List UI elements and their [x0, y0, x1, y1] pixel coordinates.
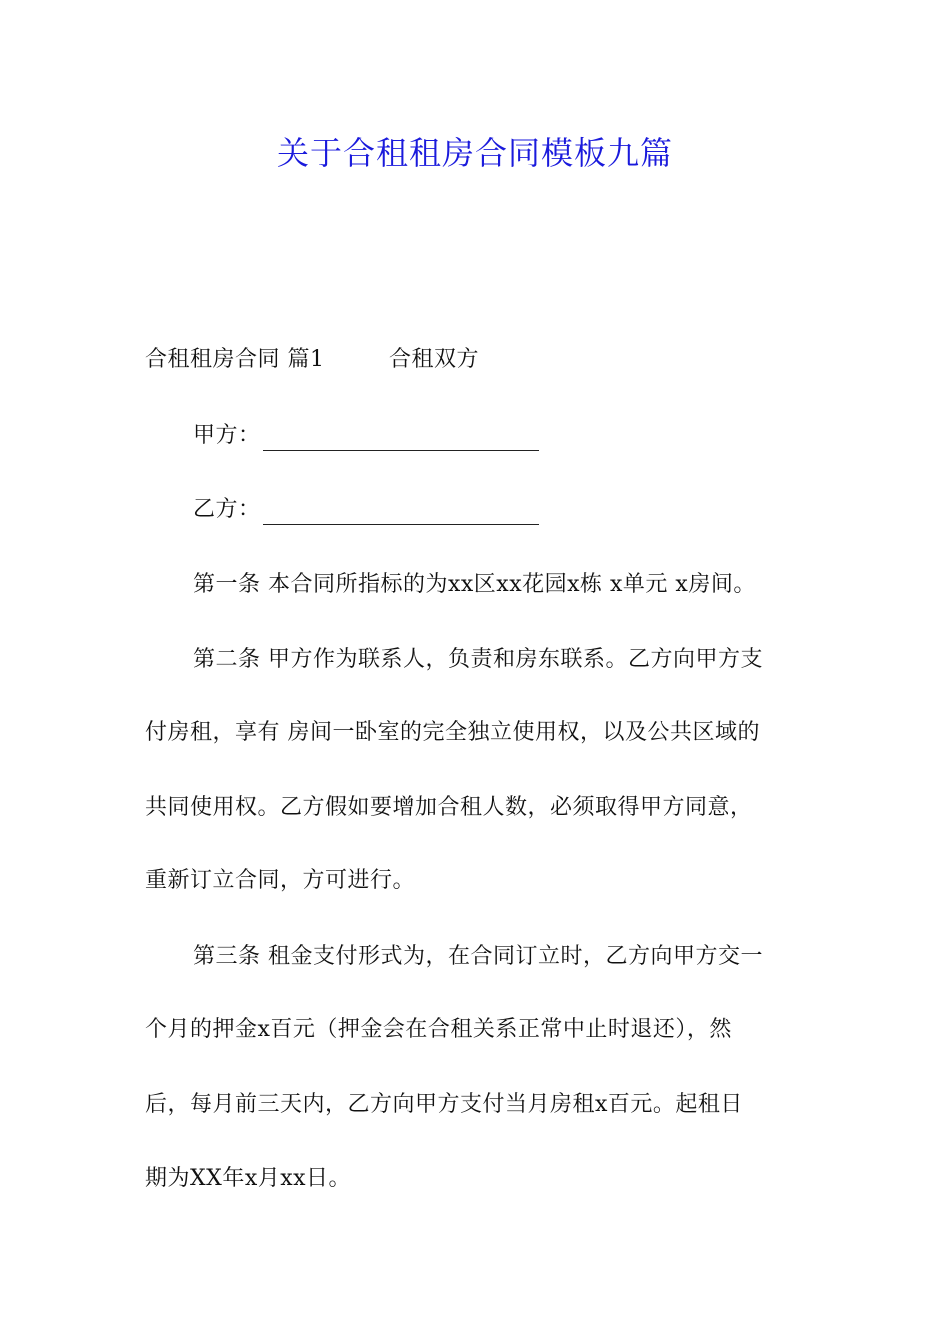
document-title: 关于合租租房合同模板九篇 [276, 134, 673, 172]
article-1-line-1: 第一条 本合同所指标的为xx区xx花园x栋 x单元 x房间。 [193, 572, 756, 597]
article-2-line-4: 重新订立合同，方可进行。 [145, 868, 416, 893]
parties-heading: 合租双方 [389, 347, 480, 372]
party-b-field [193, 495, 539, 525]
party-a-field [193, 421, 539, 451]
article-2-line-3: 共同使用权。乙方假如要增加合租人数，必须取得甲方同意， [145, 795, 753, 820]
article-3-line-3: 后，每月前三天内，乙方向甲方支付当月房租x百元。起租日 [145, 1092, 743, 1117]
party-b-blank [263, 502, 539, 525]
article-3-line-4: 期为XX年x月xx日。 [145, 1166, 352, 1191]
party-a-blank [263, 428, 539, 451]
article-3-line-2: 个月的押金x百元（押金会在合租关系正常中止时退还），然 [145, 1017, 732, 1042]
party-b-label: 乙方： [193, 497, 261, 522]
contract-heading: 合租租房合同 篇1 [145, 347, 325, 372]
party-a-label: 甲方： [193, 423, 261, 448]
article-3-line-1: 第三条 租金支付形式为，在合同订立时，乙方向甲方交一 [193, 944, 763, 969]
article-2-line-2: 付房租，享有 房间一卧室的完全独立使用权，以及公共区域的 [145, 720, 760, 745]
article-2-line-1: 第二条 甲方作为联系人，负责和房东联系。乙方向甲方支 [193, 647, 763, 672]
